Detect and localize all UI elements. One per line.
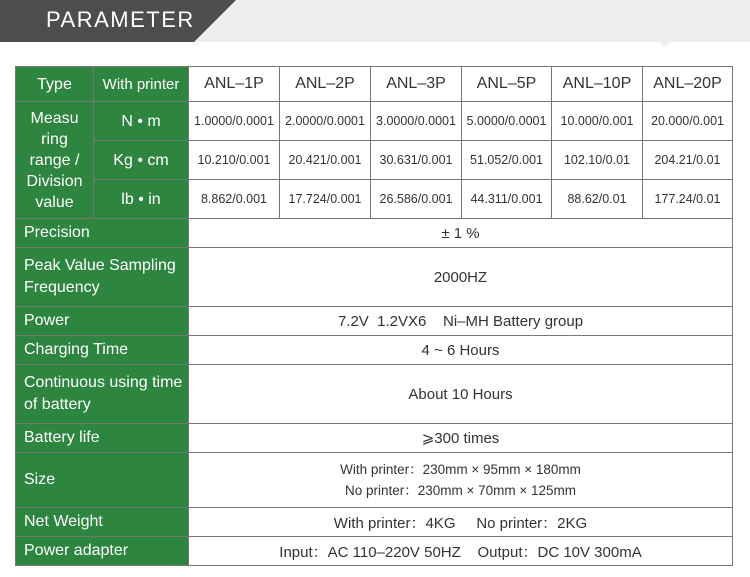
weight-value: With printer：4KG No printer：2KG	[189, 508, 733, 537]
charging-value: 4 ~ 6 Hours	[189, 336, 733, 365]
parameter-table	[15, 66, 733, 566]
table-row	[16, 537, 733, 566]
range-value: 1.0000/0.0001	[189, 102, 280, 141]
table-row	[16, 141, 733, 180]
range-label: Measu ring range / Division value	[16, 102, 94, 219]
model-header: ANL–2P	[280, 67, 371, 102]
table-row	[16, 248, 733, 307]
range-value: 8.862/0.001	[189, 180, 280, 219]
range-value: 177.24/0.01	[643, 180, 733, 219]
range-value: 10.210/0.001	[189, 141, 280, 180]
range-value: 5.0000/0.0001	[462, 102, 552, 141]
unit-label: N • m	[94, 102, 189, 141]
section-title: PARAMETER	[46, 7, 195, 32]
continuous-value: About 10 Hours	[189, 365, 733, 424]
range-value: 30.631/0.001	[371, 141, 462, 180]
size-no-printer: No printer：230mm × 70mm × 125mm	[344, 483, 577, 498]
type-label: Type	[16, 67, 94, 102]
table-row	[16, 180, 733, 219]
adapter-value: Input：AC 110–220V 50HZ Output：DC 10V 300mA	[189, 537, 733, 566]
power-label: Power	[16, 307, 189, 336]
table-row	[16, 67, 733, 102]
battery-life-value: ⩾300 times	[189, 424, 733, 453]
range-value: 17.724/0.001	[280, 180, 371, 219]
size-value	[189, 453, 733, 508]
range-value: 204.21/0.01	[643, 141, 733, 180]
precision-value: ± 1 %	[189, 219, 733, 248]
precision-label: Precision	[16, 219, 189, 248]
table-row	[16, 102, 733, 141]
weight-label: Net Weight	[16, 508, 189, 537]
unit-label: lb • in	[94, 180, 189, 219]
adapter-label: Power adapter	[16, 537, 189, 566]
model-header: ANL–1P	[189, 67, 280, 102]
battery-life-label: Battery life	[16, 424, 189, 453]
range-value: 51.052/0.001	[462, 141, 552, 180]
range-value: 44.311/0.001	[462, 180, 552, 219]
table-row	[16, 219, 733, 248]
range-value: 20.000/0.001	[643, 102, 733, 141]
charging-label: Charging Time	[16, 336, 189, 365]
with-printer-label: With printer	[94, 67, 189, 102]
table-row	[16, 336, 733, 365]
sampling-value: 2000HZ	[189, 248, 733, 307]
model-header: ANL–20P	[643, 67, 733, 102]
table-row	[16, 365, 733, 424]
unit-label: Kg • cm	[94, 141, 189, 180]
range-value: 26.586/0.001	[371, 180, 462, 219]
continuous-label: Continuous using time of battery	[16, 365, 189, 424]
model-header: ANL–3P	[371, 67, 462, 102]
range-value: 10.000/0.001	[552, 102, 643, 141]
range-value: 20.421/0.001	[280, 141, 371, 180]
table-row	[16, 424, 733, 453]
table-row	[16, 307, 733, 336]
model-header: ANL–5P	[462, 67, 552, 102]
range-value: 3.0000/0.0001	[371, 102, 462, 141]
size-label: Size	[16, 453, 189, 508]
range-value: 2.0000/0.0001	[280, 102, 371, 141]
table-row	[16, 508, 733, 537]
range-value: 102.10/0.01	[552, 141, 643, 180]
size-with-printer: With printer：230mm × 95mm × 180mm	[340, 462, 581, 477]
model-header: ANL–10P	[552, 67, 643, 102]
power-value: 7.2V 1.2VX6 Ni–MH Battery group	[189, 307, 733, 336]
range-value: 88.62/0.01	[552, 180, 643, 219]
sampling-label: Peak Value Sampling Frequency	[16, 248, 189, 307]
table-row	[16, 453, 733, 508]
header-notch	[658, 41, 672, 47]
